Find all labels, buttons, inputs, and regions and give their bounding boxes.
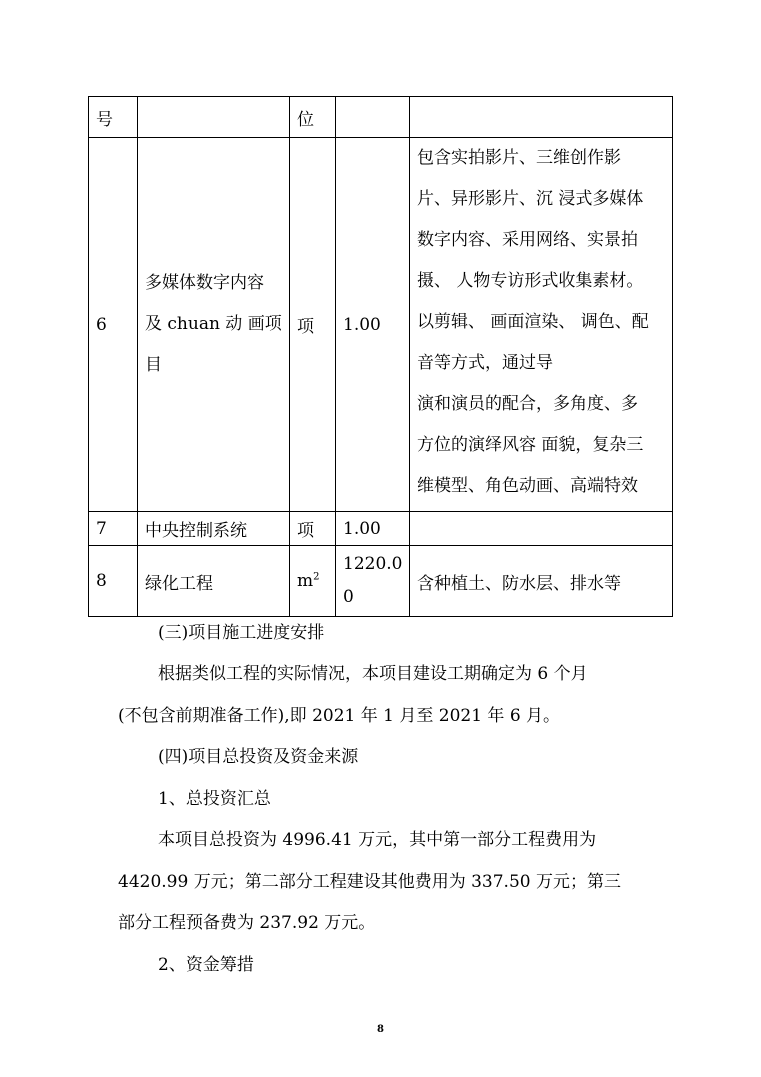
row-desc-line: 数字内容、采用网络、实景拍 <box>417 230 638 250</box>
row-no: 7 <box>89 512 138 546</box>
page-number: 8 <box>377 1024 384 1035</box>
header-cell-name <box>138 97 290 138</box>
header-cell-no: 号 <box>89 97 138 138</box>
header-cell-unit: 位 <box>290 97 336 138</box>
row-qty <box>336 546 410 617</box>
row-desc-line: 摄、 人物专访形式收集素材。 <box>417 271 644 291</box>
paragraph-line: 根据类似工程的实际情况，本项目建设工期确定为 6 个月 <box>158 664 588 684</box>
row-no: 6 <box>89 138 138 512</box>
table-header-row <box>89 97 673 138</box>
paragraph-line: 本项目总投资为 4996.41 万元，其中第一部分工程费用为 <box>158 830 597 850</box>
table-row <box>89 138 673 512</box>
paragraph-line: 部分工程预备费为 237.92 万元。 <box>118 913 376 933</box>
row-name-line: 及 chuan 动 画项 <box>145 314 282 334</box>
row-unit <box>290 546 336 617</box>
table-row <box>89 512 673 546</box>
unit-superscript: 2 <box>313 571 320 583</box>
row-name-line: 目 <box>145 355 162 375</box>
section-heading-schedule: (三)项目施工进度安排 <box>158 623 325 643</box>
row-desc-line: 方位的演绎风容 面貌，复杂三 <box>417 435 644 455</box>
row-desc <box>410 512 673 546</box>
row-no: 8 <box>89 546 138 617</box>
row-desc-line: 演和演员的配合，多角度、多 <box>417 394 638 414</box>
row-qty: 1.00 <box>336 512 410 546</box>
row-name-line: 多媒体数字内容 <box>145 273 264 293</box>
row-name: 绿化工程 <box>138 546 290 617</box>
section-heading-investment: (四)项目总投资及资金来源 <box>158 747 359 767</box>
paragraph-line: (不包含前期准备工作),即 2021 年 1 月至 2021 年 6 月。 <box>118 706 561 726</box>
header-cell-desc <box>410 97 673 138</box>
row-qty: 1.00 <box>336 138 410 512</box>
header-cell-qty <box>336 97 410 138</box>
row-desc-line: 音等方式，通过导 <box>417 353 553 373</box>
row-unit: 项 <box>290 138 336 512</box>
unit-text: m <box>297 571 314 591</box>
investment-items-table <box>88 96 673 617</box>
row-desc-line: 维模型、角色动画、高端特效 <box>417 476 638 496</box>
row-desc <box>410 138 673 512</box>
row-qty-line: 0 <box>343 587 354 607</box>
row-desc-line: 以剪辑、 画面渲染、 调色、配 <box>417 312 649 332</box>
row-qty-line: 1220.0 <box>343 554 403 574</box>
subsection-heading-total: 1、总投资汇总 <box>158 789 271 809</box>
row-desc: 含种植土、防水层、排水等 <box>410 546 673 617</box>
row-name: 中央控制系统 <box>138 512 290 546</box>
paragraph-line: 4420.99 万元；第二部分工程建设其他费用为 337.50 万元；第三 <box>118 872 621 892</box>
subsection-heading-funding: 2、资金筹措 <box>158 955 254 975</box>
row-desc-line: 包含实拍影片、三维创作影 <box>417 148 621 168</box>
row-desc-line: 片、异形影片、沉 浸式多媒体 <box>417 189 644 209</box>
row-name <box>138 138 290 512</box>
table-row <box>89 546 673 617</box>
row-unit: 项 <box>290 512 336 546</box>
